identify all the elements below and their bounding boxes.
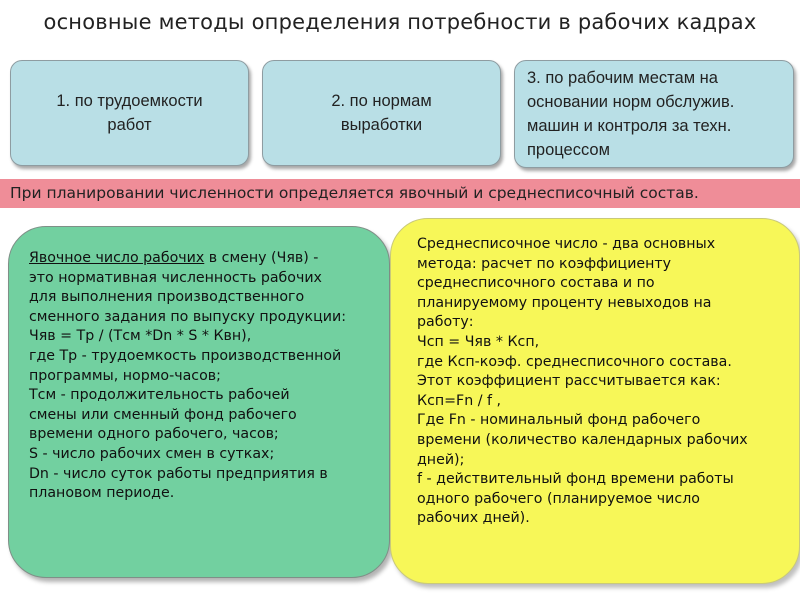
card-line: дней);: [417, 451, 465, 468]
card-line: программы, нормо-часов;: [29, 367, 221, 384]
card-line: времени одного рабочего, часов;: [29, 426, 279, 443]
card-line: рабочих дней).: [417, 510, 530, 527]
heading-rest: в смену (Чяв) -: [204, 250, 319, 266]
card-heading: [29, 249, 371, 269]
method-line: работ: [107, 116, 152, 134]
card-line: для выполнения производственного: [29, 289, 305, 306]
card-line: Тсм - продолжительность рабочей: [29, 387, 290, 404]
card-line: сменного задания по выпуску продукции:: [29, 308, 346, 325]
card-line: планируемому проценту невыходов на: [417, 294, 712, 311]
method-box-output-norms: [262, 60, 501, 166]
card-line: смены или сменный фонд рабочего: [29, 406, 297, 423]
slide-title: основные методы определения потребности в рабочих кадрах: [43, 10, 757, 34]
method-line: процессом: [527, 141, 610, 159]
method-text: [56, 89, 202, 137]
formula-line: Чсп = Чяв * Ксп,: [417, 333, 540, 350]
method-line: выработки: [340, 116, 423, 134]
method-line: основании норм обслужив.: [527, 93, 735, 111]
formula-line: Чяв = Тр / (Тсм *Dn * S * Квн),: [29, 328, 252, 345]
planning-banner: При планировании численности определяется явочный и среднесписочный состав.: [0, 179, 800, 208]
method-box-workplaces: [514, 60, 794, 168]
method-text: [331, 89, 431, 137]
card-line: плановом периоде.: [29, 485, 175, 502]
average-headcount-card: [390, 218, 800, 584]
card-line: Среднесписочное число - два основных: [417, 236, 716, 252]
method-line: 3. по рабочим местам на: [527, 69, 718, 87]
card-line: это нормативная численность рабочих: [29, 269, 322, 286]
card-line: S - число рабочих смен в сутках;: [29, 445, 275, 462]
formula-line: Ксп=Fn / f ,: [417, 392, 502, 409]
method-text: [527, 66, 734, 162]
card-line: где Тр - трудоемкость производственной: [29, 347, 342, 364]
method-line: машин и контроля за техн.: [527, 117, 732, 135]
method-line: 2. по нормам: [331, 92, 432, 110]
card-line: Этот коэффициент рассчитывается как:: [417, 373, 721, 390]
card-line: одного рабочего (планируемое число: [417, 490, 700, 507]
card-line: метода: расчет по коэффициенту: [417, 255, 672, 272]
card-line: времени (количество календарных рабочих: [417, 431, 748, 448]
card-line: работу:: [417, 314, 474, 331]
method-box-labor-intensity: [10, 60, 249, 166]
card-line: среднесписочного состава и по: [417, 275, 655, 292]
card-line: где Ксп-коэф. среднесписочного состава.: [417, 353, 732, 370]
attendance-headcount-card: [8, 226, 390, 578]
card-line: Dn - число суток работы предприятия в: [29, 465, 328, 482]
card-line: Где Fn - номинальный фонд рабочего: [417, 412, 701, 429]
method-line: 1. по трудоемкости: [56, 92, 203, 110]
card-line: f - действительный фонд времени работы: [417, 471, 734, 488]
underlined-term: Явочное число рабочих: [29, 250, 205, 266]
